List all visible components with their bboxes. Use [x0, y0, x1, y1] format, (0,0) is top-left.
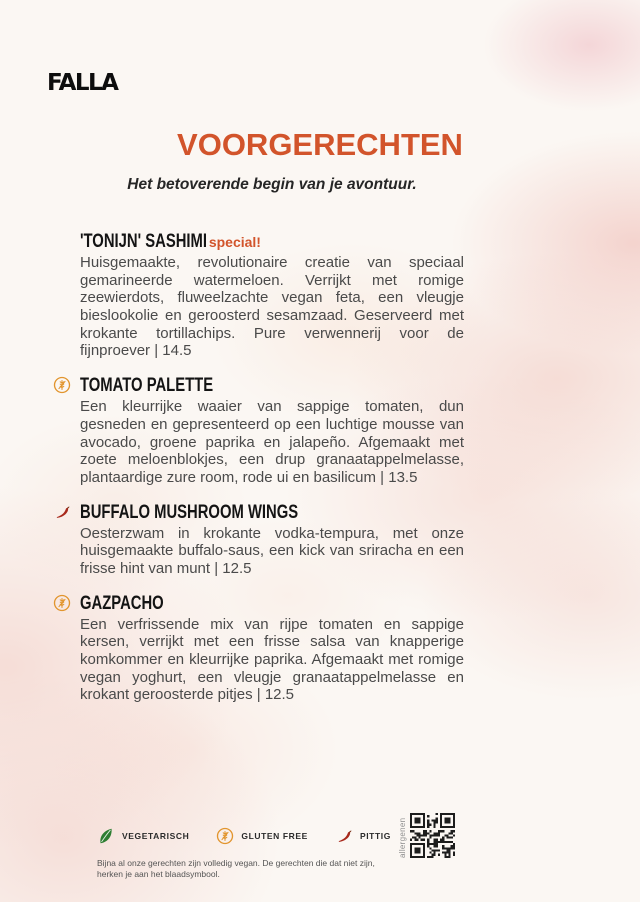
legend-item-vegetarisch	[97, 827, 189, 845]
menu-item	[80, 502, 464, 578]
dish-header	[80, 502, 464, 523]
gluten-free-icon	[53, 594, 71, 612]
menu-item	[80, 231, 464, 360]
dish-header	[80, 231, 464, 252]
dish-header	[80, 593, 464, 614]
dish-description: Huisgemaakte, revolutionaire creatie van speciaal gemarineerde watermeloen. Verrijkt met romige zeewierdots, fluweelzachte vegan feta, een vleugje bieslookolie en geroosterd sesamzaad. Geserveerd met krokante tortillachips. Pure verwennerij voor de fijnproever | 14.5	[80, 254, 464, 360]
legend-label: PITTIG	[359, 831, 391, 841]
page-title: VOORGERECHTEN	[177, 127, 463, 162]
menu-item	[80, 593, 464, 704]
chili-icon	[53, 503, 71, 521]
dish-name: BUFFALO MUSHROOM WINGS	[80, 501, 299, 523]
legend-label: VEGETARISCH	[122, 831, 190, 841]
legend-item-gluten-free	[216, 827, 308, 845]
gluten-free-icon	[216, 827, 234, 845]
gluten-free-icon	[53, 376, 71, 394]
dish-name: TOMATO PALETTE	[80, 375, 214, 397]
allergen-qr-block	[399, 813, 455, 858]
restaurant-logo: FALLA	[47, 70, 118, 96]
special-badge: special!	[208, 234, 261, 250]
chili-icon	[335, 827, 353, 845]
menu-item	[80, 375, 464, 486]
dish-name: 'TONIJN' SASHIMI	[80, 231, 208, 252]
footer-note: Bijna al onze gerechten zijn volledig vegan. De gerechten die dat niet zijn, herken je aan het blaadsymbool.	[97, 858, 375, 880]
dish-description: Een verfrissende mix van rijpe tomaten en sappige kersen, verrijkt met een frisse salsa van knapperige komkommer en kleurrijke paprika. Afgemaakt met romige vegan yoghurt, een vleugje granaatappelmelasse en krokant geroosterde pitjes | 12.5	[80, 615, 464, 704]
dish-description: Een kleurrijke waaier van sappige tomaten, dun gesneden en gepresenteerd op een luchtige mousse van avocado, groene paprika en jalapeño. Afgemaakt met zoete meloenblokjes, een drup granaatappelmelasse, plantaardige zure room, rode ui en basilicum | 13.5	[80, 398, 464, 486]
dish-name: GAZPACHO	[80, 592, 164, 614]
leaf-icon	[97, 827, 115, 845]
legend	[97, 827, 391, 845]
qr-label: allergenen	[398, 817, 407, 858]
dish-header	[80, 375, 464, 396]
legend-label: GLUTEN FREE	[241, 831, 308, 841]
legend-item-pittig	[335, 827, 391, 845]
menu-list	[80, 231, 464, 704]
dish-description: Oesterzwam in krokante vodka-tempura, met onze huisgemaakte buffalo-saus, een kick van sriracha en een frisse hint van munt | 12.5	[80, 524, 464, 577]
qr-code	[410, 813, 455, 858]
page-subtitle: Het betoverende begin van je avontuur.	[127, 176, 417, 193]
